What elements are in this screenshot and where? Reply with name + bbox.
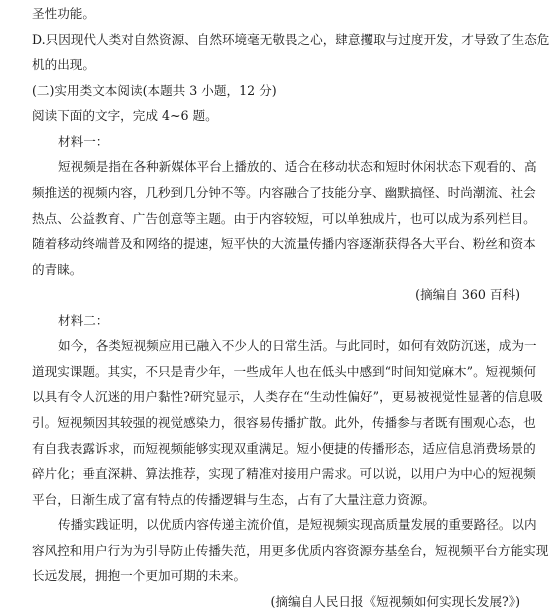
paragraph-line: 如今，各类短视频应用已融入不少人的日常生活。与此同时，如何有效防沉迷，成为一 (58, 338, 537, 353)
text-line: 圣性功能。 (32, 6, 95, 21)
source-citation: (摘编自 360 百科) (415, 287, 520, 302)
section-heading: (二)实用类文本阅读(本题共 3 小题，12 分) (32, 83, 277, 98)
paragraph-line: 频推送的视频内容，几秒到几分钟不等。内容融合了技能分享、幽默搞怪、时尚潮流、社会 (32, 185, 536, 200)
paragraph-line: 传播实践证明，以优质内容传递主流价值，是短视频实现高质量发展的重要路径。以内 (58, 517, 537, 532)
paragraph-line: 碎片化；垂直深耕、算法推荐，实现了精准对接用户需求。可以说，以用户为中心的短视频 (32, 466, 536, 481)
option-d-line: D.只因现代人类对自然资源、自然环境毫无敬畏之心，肆意攫取与过度开发，才导致了生态危 (32, 32, 550, 47)
paragraph-line: 容风控和用户行为为引导防止传播失范，用更多优质内容资源夯基垒台，短视频平台方能实现 (32, 543, 549, 558)
paragraph-line: 的青睐。 (32, 262, 83, 277)
material-one-heading: 材料一： (58, 134, 109, 149)
text-line: 机的出现。 (32, 57, 95, 72)
instruction-line: 阅读下面的文字，完成 4~6 题。 (32, 108, 218, 123)
paragraph-line: 引。短视频因其较强的视觉感染力，很容易传播扩散。此外，传播参与者既有围观心态，也 (32, 415, 536, 430)
source-citation: (摘编自人民日报《短视频如何实现长发展?》) (270, 594, 520, 609)
paragraph-line: 短视频是指在各种新媒体平台上播放的、适合在移动状态和短时休闲状态下观看的、高 (58, 159, 537, 174)
paragraph-line: 热点、公益教育、广告创意等主题。由于内容较短，可以单独成片，也可以成为系列栏目。 (32, 211, 536, 226)
material-two-heading: 材料二： (58, 313, 109, 328)
paragraph-line: 以具有令人沉迷的用户黏性?研究显示，人类存在“生动性偏好”，更易被视觉性显著的信息吸 (32, 389, 543, 404)
paragraph-line: 平台，日渐生成了富有特点的传播逻辑与生态，占有了大量注意力资源。 (32, 492, 435, 507)
paragraph-line: 随着移动终端普及和网络的提速，短平快的大流量传播内容逐渐获得各大平台、粉丝和资本 (32, 236, 536, 251)
paragraph-line: 有自我表露诉求，而短视频能够实现双重满足。短小便捷的传播形态，适应信息消费场景的 (32, 441, 536, 456)
paragraph-line: 道现实课题。其实，不只是青少年，一些成年人也在低头中感到“时间知觉麻木”。短视频何 (32, 364, 537, 379)
paragraph-line: 长远发展，拥抱一个更加可期的未来。 (32, 568, 247, 583)
